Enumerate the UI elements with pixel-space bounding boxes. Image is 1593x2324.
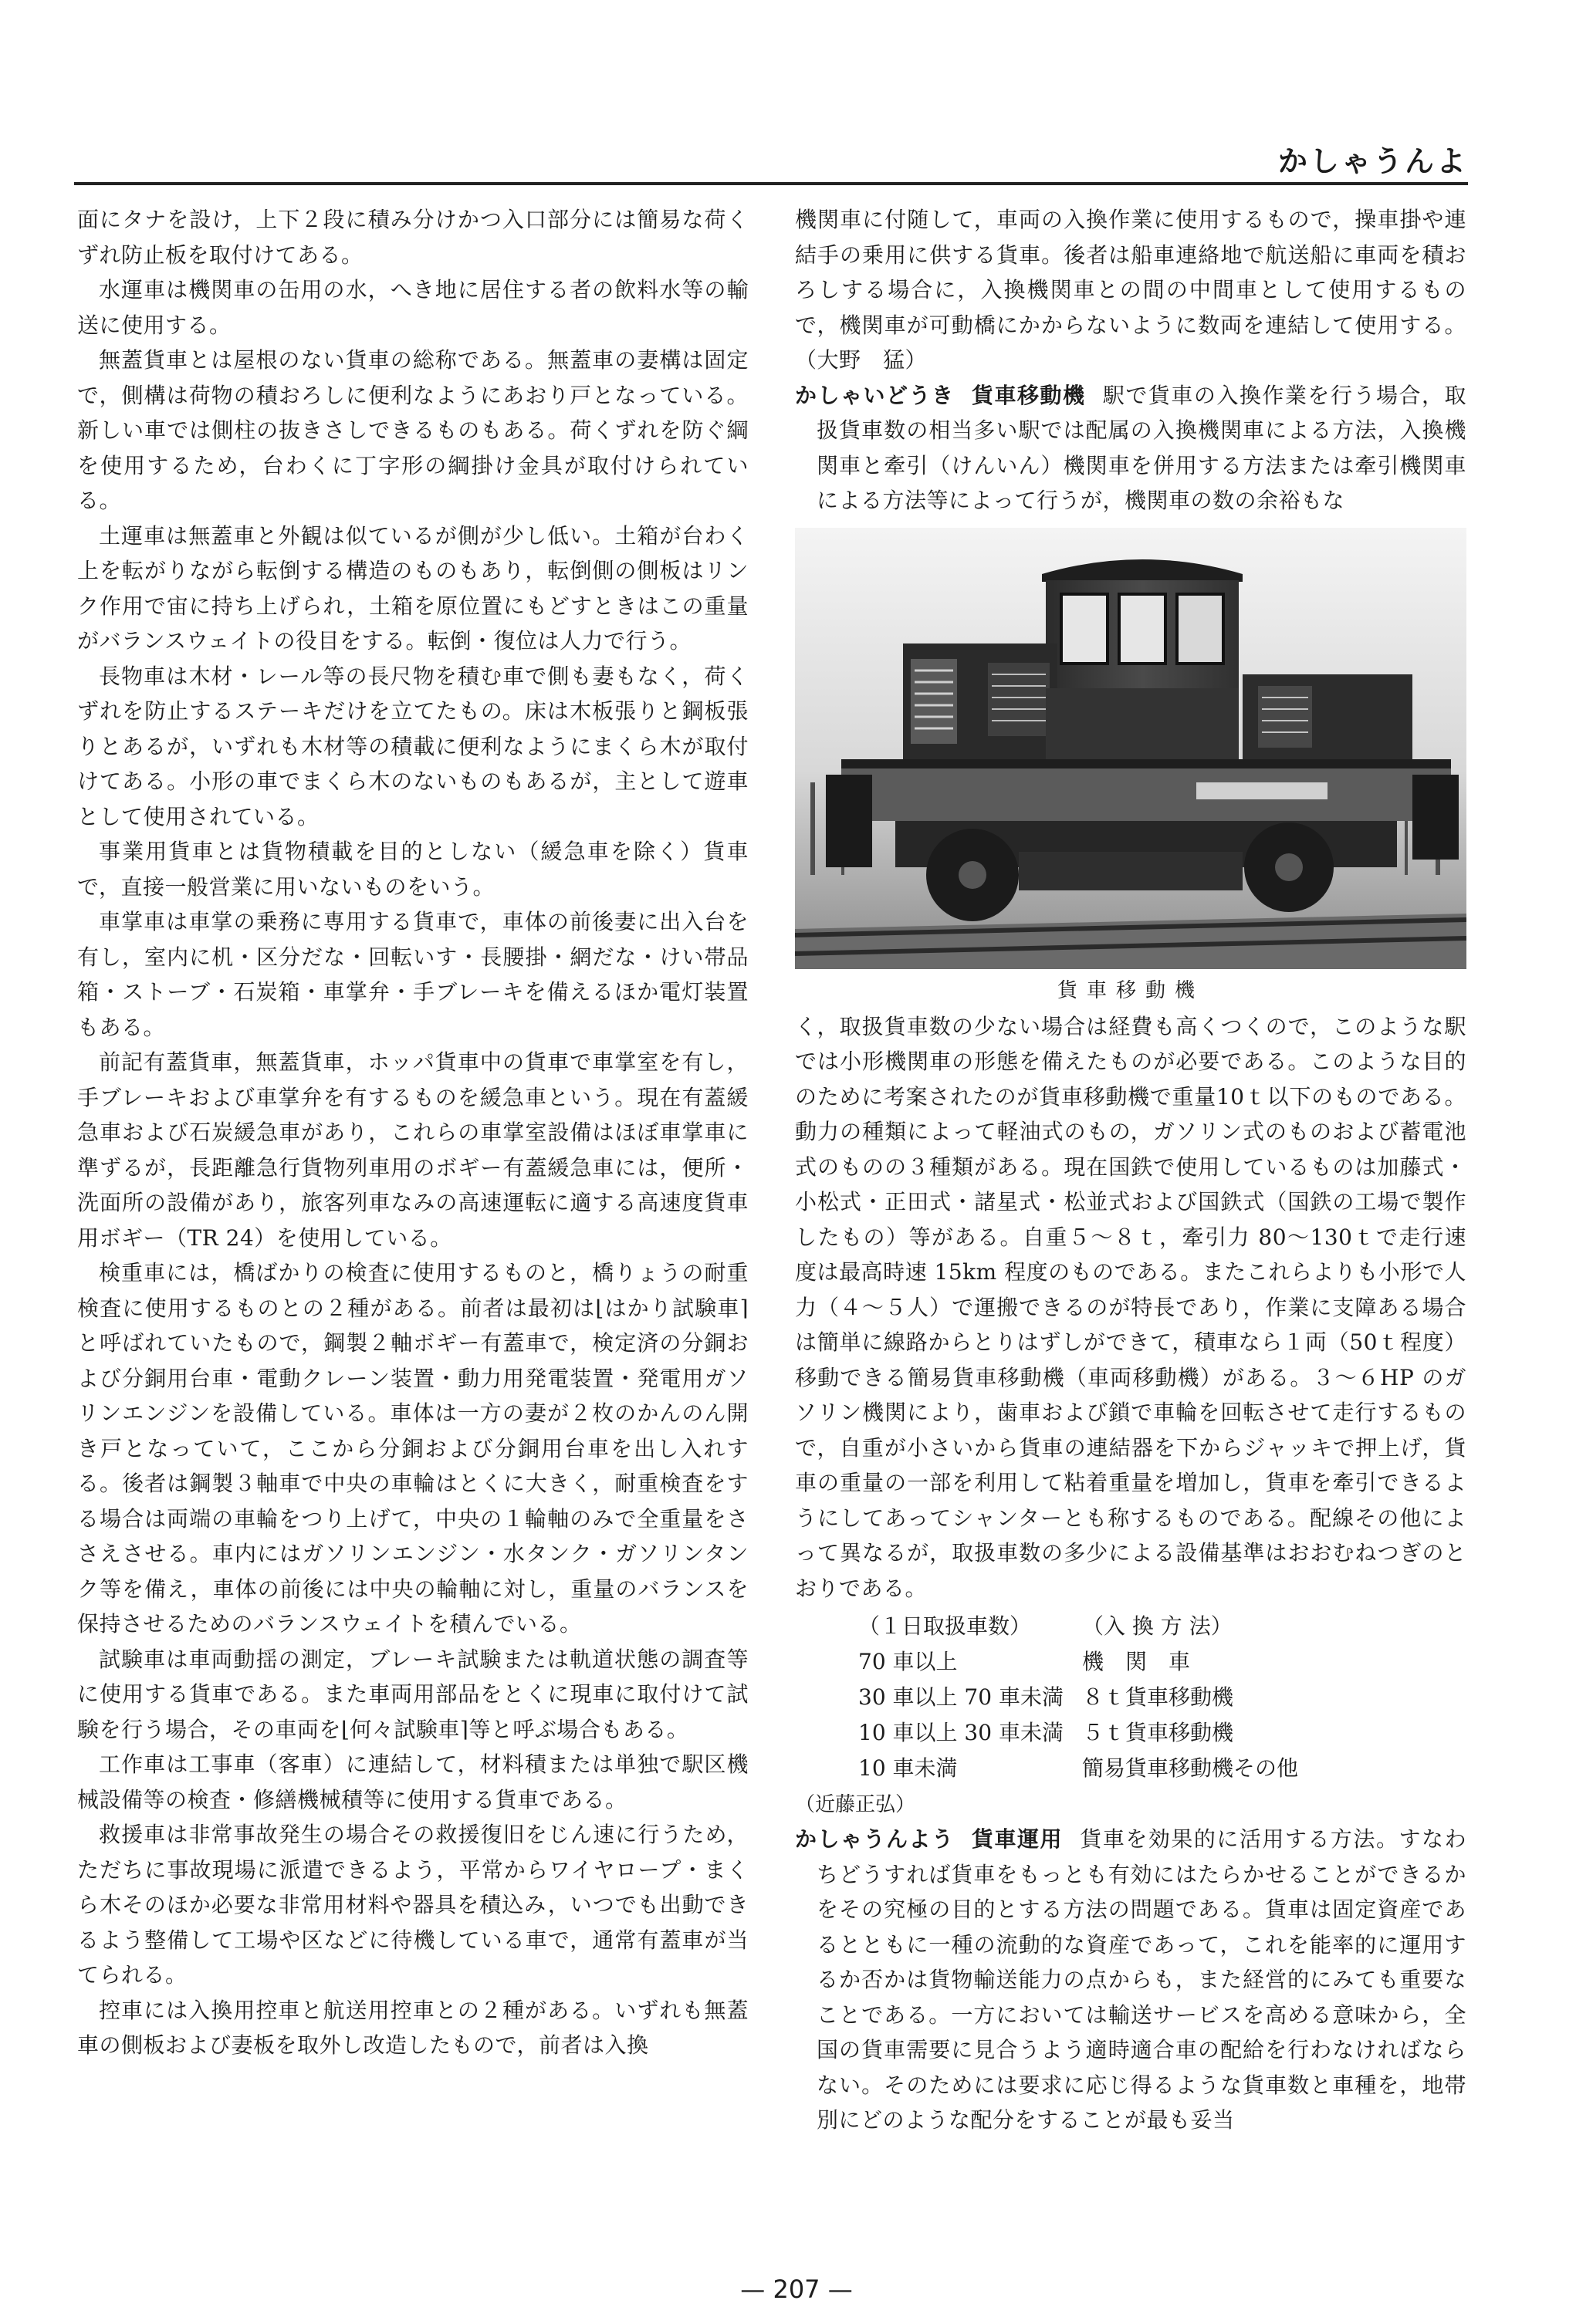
paragraph: 事業用貨車とは貨物積載を目的としない（緩急車を除く）貨車で，直接一般営業に用いないものをいう。 [77, 839, 749, 900]
table-cell: 70 車以上 [858, 1649, 958, 1674]
entry-reading: かしゃうんよう [795, 1826, 955, 1852]
paragraph: 面にタナを設け，上下２段に積み分けかつ入口部分には簡易な荷くずれ防止板を取付けてある。 [77, 207, 749, 268]
author-credit: （近藤正弘） [795, 1793, 916, 1816]
paragraph: 長物車は木材・レール等の長尺物を積む車で側も妻もなく，荷くずれを防止するステーキだけを立てたもの。床は木板張りと鋼板張りとあるが，いずれも木材等の積載に便利なようにまくら木が取付けてある。小形の車でまくら木のないものもあるが，主として遊車として使用されている。 [77, 663, 749, 829]
table-cell: 30 車以上 70 車未満 [858, 1684, 1064, 1710]
figure-caption: 貨車移動機 [1057, 978, 1204, 1002]
entry-text: 駅で貨車の入換作業を行う場合，取扱貨車数の相当多い駅では配属の入換機関車による方法，入換機関車と牽引（けんいん）機関車を併用する方法または牽引機関車による方法等によって行うが，機関車の数の余裕もな [817, 382, 1466, 513]
page-number: — 207 — [740, 2275, 853, 2304]
paragraph: 前記有蓋貨車，無蓋貨車，ホッパ貨車中の貨車で車掌室を有し，手ブレーキおよび車掌弁を有するものを緩急車という。現在有蓋緩急車および石炭緩急車があり，これらの車掌室設備はほぼ車掌車に準ずるが，長距離急行貨物列車用のボギー有蓋緩急車には，便所・洗面所の設備があり，旅客列車なみの高速運転に適する高速度貨車用ボギー（TR 24）を使用している。 [77, 1049, 749, 1251]
entry-term: 貨車運用 [971, 1826, 1063, 1852]
table-cell: 10 車未満 [858, 1755, 958, 1781]
paragraph: 無蓋貨車とは屋根のない貨車の総称である。無蓋車の妻構は固定で，側構は荷物の積おろしに便利なようにあおり戸となっている。新しい車では側柱の抜きさしできるものもある。荷くずれを防ぐ綱を使用するため，台わくに丁字形の綱掛け金具が取付けられている。 [77, 347, 749, 513]
paragraph: 車掌車は車掌の乗務に専用する貨車で，車体の前後妻に出入台を有し，室内に机・区分だな・回転いす・長腰掛・網だな・けい帯品箱・ストーブ・石炭箱・車掌弁・手ブレーキを備えるほか電灯装置もある。 [77, 909, 749, 1040]
entry-reading: かしゃいどうき [795, 382, 955, 408]
table-cell: 簡易貨車移動機その他 [1082, 1755, 1299, 1781]
left-column [77, 202, 749, 2063]
dictionary-entry-kashaunyou [795, 1822, 1466, 2138]
table-row [795, 1644, 1466, 1680]
table-cell: ５ｔ貨車移動機 [1082, 1720, 1234, 1745]
entry-text: 貨車を効果的に活用する方法。すなわちどうすれば貨車をもっとも有効にはたらかせることができるかをその究極の目的とする方法の問題である。貨車は固定資産であるとともに一種の流動的な資産であって，これを能率的に運用するか否かは貨物輸送能力の点からも，また経営的にみても重要なことである。一方においては輸送サービスを高める意味から，全国の貨車需要に見合うよう適時適合車の配給を行わなければならない。そのためには要求に応じ得るような貨車数と車種を，地帯別にどのような配分をすることが最も妥当 [817, 1826, 1466, 2133]
table-cell: 機 関 車 [1082, 1649, 1191, 1674]
table-header: （１日取扱車数） [858, 1613, 1032, 1639]
paragraph: 土運車は無蓋車と外観は似ているが側が少し低い。土箱が台わく上を転がりながら転倒する構造のものもあり，転倒側の側板はリンク作用で宙に持ち上げられ，土箱を原位置にもどすときはこの重量がバランスウェイトの役目をする。転倒・復位は人力で行う。 [77, 522, 749, 654]
right-column [795, 202, 1466, 2138]
paragraph: く，取扱貨車数の少ない場合は経費も高くつくので，このような駅では小形機関車の形態を備えたものが必要である。このような目的のために考案されたのが貨車移動機で重量10ｔ以下のものである。動力の種類によって軽油式のもの，ガソリン式のものおよび蓄電池式のものの３種類がある。現在国鉄で使用しているものは加藤式・小松式・正田式・諸星式・松並式および国鉄式（国鉄の工場で製作したもの）等がある。自重５〜８ｔ，牽引力 80〜130ｔで走行速度は最高時速 15km 程度のものである。またこれらよりも小形で人力（４〜５人）で運搬できるのが特長であり，作業に支障ある場合は簡単に線路からとりはずしができて，積車なら１両（50ｔ程度）移動できる簡易貨車移動機（車両移動機）がある。３〜６HP のガソリン機関により，歯車および鎖で車輪を回転させて走行するもので，自重が小さいから貨車の連結器を下からジャッキで押上げ，貨車の重量の一部を利用して粘着重量を増加し，貨車を牽引できるようにしてあってシャンターとも称するものである。配線その他によって異なるが，取扱車数の多少による設備基準はおおむねつぎのとおりである。 [795, 1013, 1466, 1601]
paragraph: 工作車は工事車（客車）に連結して，材料積または単独で駅区機械設備等の検査・修繕機械積等に使用する貨車である。 [77, 1751, 749, 1812]
table-row [795, 1751, 1466, 1786]
paragraph: 機関車に付随して，車両の入換作業に使用するもので，操車掛や連結手の乗用に供する貨車。後者は船車連絡地で航送船に車両を積おろしする場合に，入換機関車との間の中間車として使用するもので，機関車が可動橋にかからないように数両を連結して使用する。（大野 猛） [795, 207, 1466, 373]
dictionary-entry-kashaidouki [795, 378, 1466, 519]
table-header-row [795, 1609, 1466, 1644]
table-cell: 10 車以上 30 車未満 [858, 1720, 1064, 1745]
figure [795, 528, 1466, 1006]
equipment-standard-table [795, 1609, 1466, 1786]
paragraph: 控車には入換用控車と航送用控車との２種がある。いずれも無蓋車の側板および妻板を取外し改造したもので，前者は入換 [77, 1997, 749, 2058]
paragraph: 試験車は車両動揺の測定，ブレーキ試験または軌道状態の調査等に使用する貨車である。また車両用部品をとくに現車に取付けて試験を行う場合，その車両を⌊何々試験車⌉等と呼ぶ場合もある。 [77, 1646, 749, 1742]
header-rule [74, 182, 1468, 185]
table-row [795, 1715, 1466, 1751]
paragraph: 救援車は非常事故発生の場合その救援復旧をじん速に行うため，ただちに事故現場に派遣できるよう，平常からワイヤロープ・まくら木そのほか必要な非常用材料や器具を積込み，いつでも出動できるよう整備して工場や区などに待機している車で，通常有蓋車が当てられる。 [77, 1822, 749, 1988]
table-cell: ８ｔ貨車移動機 [1082, 1684, 1234, 1710]
table-row [795, 1680, 1466, 1715]
running-head: かしゃうんよ [1277, 144, 1468, 178]
paragraph: 検重車には，橋ばかりの検査に使用するものと，橋りょうの耐重検査に使用するものとの２種がある。前者は最初は⌊はかり試験車⌉と呼ばれていたもので，鋼製２軸ボギー有蓋車で，検定済の分銅および分銅用台車・電動クレーン装置・動力用発電装置・発電用ガソリンエンジンを設備している。車体は一方の妻が２枚のかんのん開き戸となっていて，ここから分銅および分銅用台車を出し入れする。後者は鋼製３軸車で中央の車輪はとくに大きく，耐重検査をする場合は両端の車輪をつり上げて，中央の１輪軸のみで全重量をささえさせる。車内にはガソリンエンジン・水タンク・ガソリンタンク等を備え，車体の前後には中央の輪軸に対し，重量のバランスを保持させるためのバランスウェイトを積んでいる。 [77, 1260, 749, 1637]
paragraph: 水運車は機関車の缶用の水，へき地に居住する者の飲料水等の輸送に使用する。 [77, 277, 749, 338]
table-header: （入 換 方 法） [1082, 1613, 1233, 1639]
shunting-locomotive-photo [795, 528, 1466, 969]
entry-term: 貨車移動機 [971, 382, 1086, 408]
